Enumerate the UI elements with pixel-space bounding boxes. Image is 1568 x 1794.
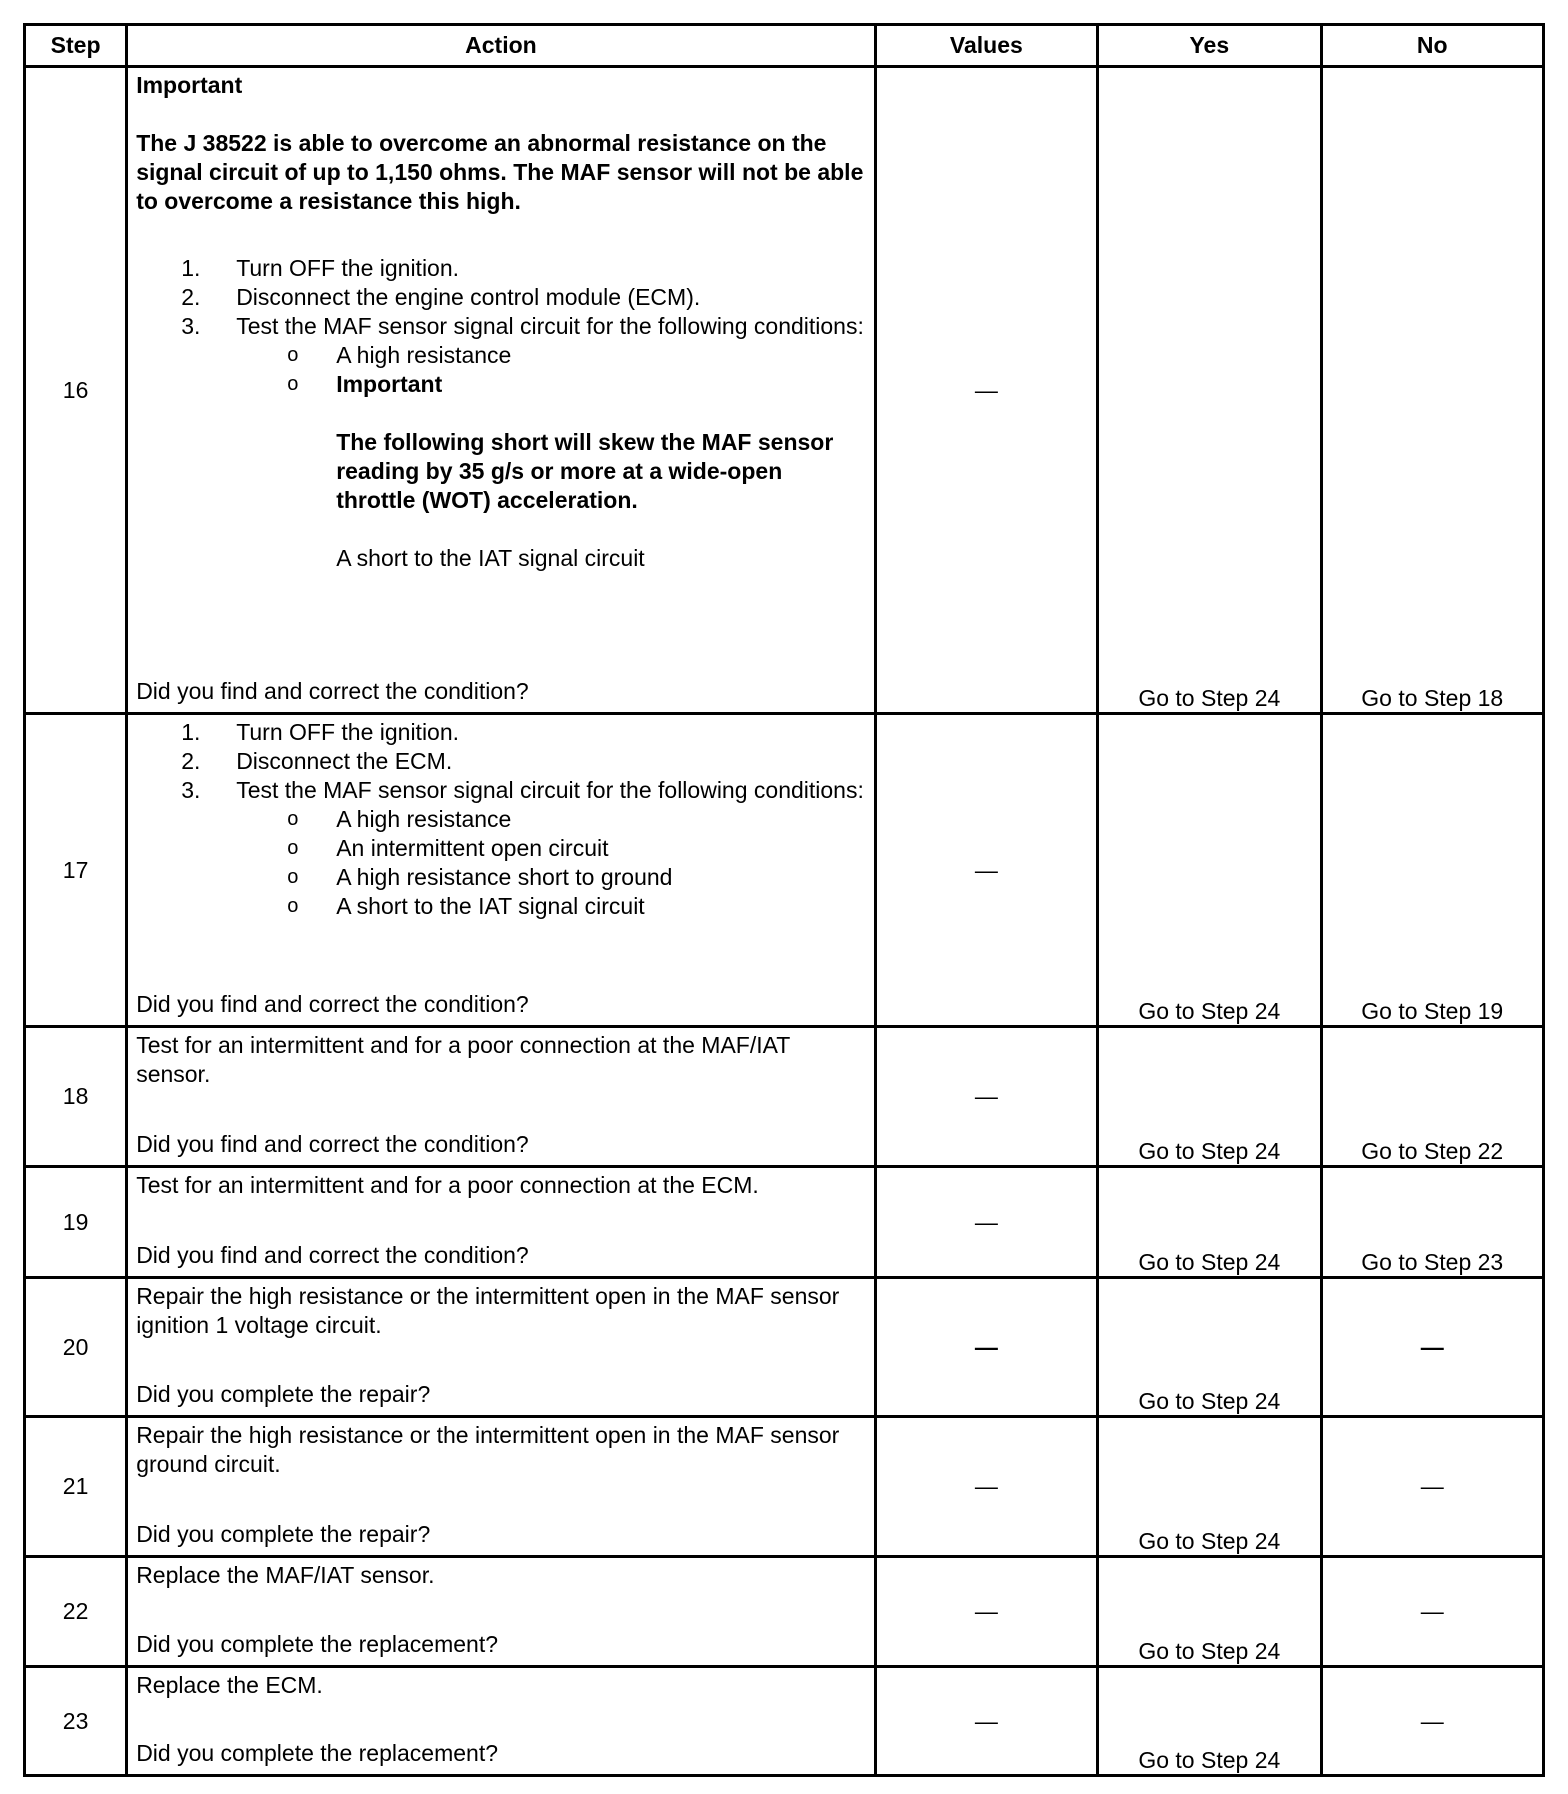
question-text: Did you complete the repair? [136, 1381, 431, 1407]
sub-important-note: The following short will skew the MAF sensor reading by 35 g/s or more at a wide-open throttle (WOT) acceleration. [336, 429, 834, 513]
header-row [25, 25, 1544, 67]
header-no: No [1321, 25, 1543, 67]
item-text: Turn OFF the ignition. [236, 255, 460, 281]
list-item [136, 718, 865, 747]
table-row-step-23 [25, 1667, 1544, 1776]
values-cell: — [875, 1167, 1097, 1278]
action-text: Repair the high resistance or the intermittent open in the MAF sensor ignition 1 voltage circuit. [136, 1283, 840, 1338]
item-number: 3. [181, 777, 201, 803]
list-item [136, 283, 865, 312]
step-number: 20 [25, 1278, 127, 1417]
yes-cell: Go to Step 24 [1098, 1667, 1321, 1776]
values-cell: — [875, 714, 1097, 1027]
procedure-list [136, 254, 865, 573]
values-cell: — [875, 67, 1097, 714]
yes-cell: Go to Step 24 [1098, 1417, 1321, 1557]
item-number: 2. [181, 284, 201, 310]
condition-list [236, 341, 865, 573]
sub-item-text: An intermittent open circuit [336, 835, 609, 861]
procedure-list [136, 718, 865, 921]
item-number: 1. [181, 719, 201, 745]
important-heading: Important [136, 72, 243, 98]
item-text: Test the MAF sensor signal circuit for the following conditions: [236, 777, 864, 803]
action-cell [127, 1027, 875, 1167]
list-item [136, 776, 865, 921]
list-item [136, 254, 865, 283]
list-item [136, 312, 865, 573]
table-row-step-17 [25, 714, 1544, 1027]
step-number: 17 [25, 714, 127, 1027]
question-text: Did you find and correct the condition? [136, 1131, 529, 1157]
item-number: 3. [181, 313, 201, 339]
table-row-step-19 [25, 1167, 1544, 1278]
yes-cell: Go to Step 24 [1098, 714, 1321, 1027]
values-cell: — [875, 1027, 1097, 1167]
item-text: Turn OFF the ignition. [236, 719, 460, 745]
table-row-step-22 [25, 1557, 1544, 1667]
header-values: Values [875, 25, 1097, 67]
step-number: 22 [25, 1557, 127, 1667]
table-row-step-21 [25, 1417, 1544, 1557]
values-cell: — [875, 1278, 1097, 1417]
no-cell: Go to Step 18 [1321, 67, 1543, 714]
sub-list-item [236, 892, 865, 921]
header-action: Action [127, 25, 875, 67]
sub-item-text: A high resistance short to ground [336, 864, 673, 890]
sub-item-text: A high resistance [336, 342, 512, 368]
no-cell: — [1321, 1667, 1543, 1776]
sub-list-item [236, 834, 865, 863]
step-number: 23 [25, 1667, 127, 1776]
action-text: Repair the high resistance or the intermittent open in the MAF sensor ground circuit. [136, 1422, 840, 1477]
diagnostic-table [23, 23, 1545, 1777]
item-text: Test the MAF sensor signal circuit for the following conditions: [236, 313, 864, 339]
circle-bullet-icon: o [287, 344, 299, 366]
list-item [136, 747, 865, 776]
values-cell: — [875, 1557, 1097, 1667]
sub-important-heading: Important [336, 371, 443, 397]
circle-bullet-icon: o [287, 808, 299, 830]
circle-bullet-icon: o [287, 895, 299, 917]
question-text: Did you find and correct the condition? [136, 991, 529, 1017]
action-cell [127, 1667, 875, 1776]
step-number: 19 [25, 1167, 127, 1278]
step-number: 18 [25, 1027, 127, 1167]
sub-list-item [236, 863, 865, 892]
question-text: Did you complete the replacement? [136, 1740, 498, 1766]
action-cell [127, 1417, 875, 1557]
header-yes: Yes [1098, 25, 1321, 67]
action-cell [127, 67, 875, 714]
values-cell: — [875, 1417, 1097, 1557]
table-row-step-20 [25, 1278, 1544, 1417]
table-row-step-16 [25, 67, 1544, 714]
circle-bullet-icon: o [287, 837, 299, 859]
no-cell: Go to Step 19 [1321, 714, 1543, 1027]
action-cell [127, 1557, 875, 1667]
circle-bullet-icon: o [287, 866, 299, 888]
question-text: Did you find and correct the condition? [136, 678, 529, 704]
no-cell: — [1321, 1278, 1543, 1417]
question-text: Did you find and correct the condition? [136, 1242, 529, 1268]
action-text: Test for an intermittent and for a poor connection at the MAF/IAT sensor. [136, 1032, 790, 1087]
circle-bullet-icon: o [287, 373, 299, 395]
no-cell: — [1321, 1417, 1543, 1557]
sub-list-item [236, 370, 865, 573]
action-text: Replace the MAF/IAT sensor. [136, 1562, 435, 1588]
yes-cell: Go to Step 24 [1098, 1557, 1321, 1667]
action-cell [127, 1167, 875, 1278]
yes-cell: Go to Step 24 [1098, 1167, 1321, 1278]
table-row-step-18 [25, 1027, 1544, 1167]
item-text: Disconnect the engine control module (ECM). [236, 284, 701, 310]
values-cell: — [875, 1667, 1097, 1776]
step-number: 16 [25, 67, 127, 714]
action-text: Test for an intermittent and for a poor connection at the ECM. [136, 1172, 759, 1198]
yes-cell: Go to Step 24 [1098, 67, 1321, 714]
item-text: Disconnect the ECM. [236, 748, 453, 774]
question-text: Did you complete the replacement? [136, 1631, 498, 1657]
action-cell [127, 714, 875, 1027]
important-note: The J 38522 is able to overcome an abnormal resistance on the signal circuit of up to 1,150 ohms. The MAF sensor will not be able to overcome a resistance this high. [136, 130, 864, 214]
sub-list-item [236, 341, 865, 370]
no-cell: — [1321, 1557, 1543, 1667]
sub-item-text: A short to the IAT signal circuit [336, 893, 645, 919]
sub-list-item [236, 805, 865, 834]
item-number: 1. [181, 255, 201, 281]
condition-list [236, 805, 865, 921]
item-number: 2. [181, 748, 201, 774]
action-cell [127, 1278, 875, 1417]
action-text: Replace the ECM. [136, 1672, 323, 1698]
no-cell: Go to Step 22 [1321, 1027, 1543, 1167]
question-text: Did you complete the repair? [136, 1521, 431, 1547]
no-cell: Go to Step 23 [1321, 1167, 1543, 1278]
step-number: 21 [25, 1417, 127, 1557]
sub-item-text: A high resistance [336, 806, 512, 832]
header-step: Step [25, 25, 127, 67]
sub-item-text: A short to the IAT signal circuit [336, 545, 645, 571]
yes-cell: Go to Step 24 [1098, 1027, 1321, 1167]
yes-cell: Go to Step 24 [1098, 1278, 1321, 1417]
